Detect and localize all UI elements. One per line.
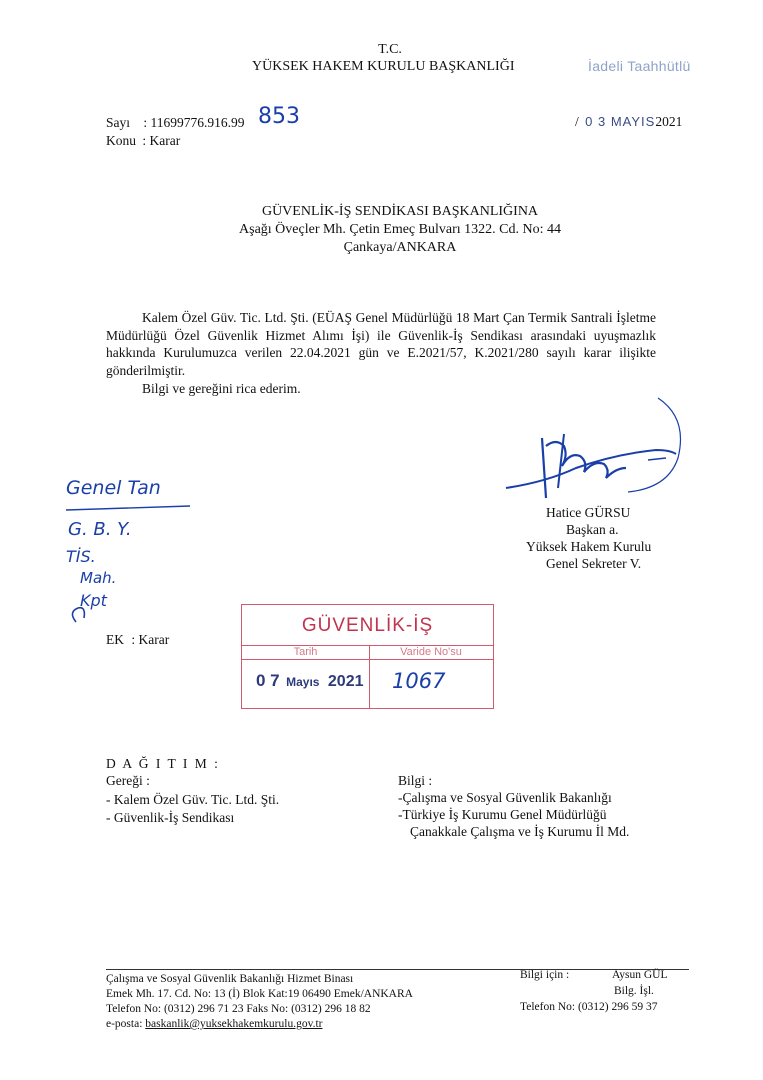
footer-email-row (106, 1018, 322, 1032)
distribution-bilgi-item-1: -Çalışma ve Sosyal Güvenlik Bakanlığı (398, 790, 612, 805)
distribution-gereg-item-1: - Kalem Özel Güv. Tic. Ltd. Şti. (106, 792, 280, 807)
signatory-title-3: Genel Sekreter V. (546, 556, 642, 571)
distribution-bilgi-item-3: Çanakkale Çalışma ve İş Kurumu İl Md. (410, 824, 630, 839)
sayi-label: Sayı (106, 115, 131, 130)
receipt-stamp-date-day: 0 7 (256, 671, 280, 690)
header-institution: YÜKSEK HAKEM KURULU BAŞKANLIĞI (252, 59, 515, 74)
body-paragraph-2: Bilgi ve gereğini rica ederim. (142, 381, 301, 396)
footer-phone-fax: Telefon No: (0312) 296 71 23 Faks No: (0312) 296 18 82 (106, 1003, 371, 1015)
receipt-stamp-date (256, 671, 364, 691)
footer-info-name: Aysun GÜL (612, 969, 668, 981)
konu-row (106, 132, 180, 149)
signatory-title-1: Başkan a. (566, 522, 619, 537)
header-tc: T.C. (378, 42, 402, 57)
handwritten-note-2: G. B. Y. (68, 519, 132, 540)
recipient-address-line1: Aşağı Öveçler Mh. Çetin Emeç Bulvarı 1322. Cd. No: 44 (239, 222, 561, 237)
receipt-stamp-date-year: 2021 (327, 673, 364, 690)
footer-address-line2: Emek Mh. 17. Cd. No: 13 (İ) Blok Kat:19 06490 Emek/ANKARA (106, 988, 413, 1000)
attachment-row (106, 631, 169, 648)
distribution-bilgi-label: Bilgi : (398, 773, 433, 788)
signatory-title-2: Yüksek Hakem Kurulu (526, 539, 652, 554)
footer-info-label: Bilgi için : (520, 969, 570, 981)
konu-value: : Karar (142, 133, 181, 148)
sayi-value: : 11699776.916.99 (143, 115, 245, 130)
sayi-handwritten-number: 853 (258, 104, 300, 129)
recipient-address-line2: Çankaya/ANKARA (343, 240, 457, 255)
attachment-value: : Karar (131, 632, 170, 647)
receipt-stamp-date-header: Tarih (293, 646, 318, 658)
footer-info-title: Bilg. İşl. (614, 985, 654, 997)
handwritten-note-3: TİS. (66, 547, 96, 566)
receipt-stamp-title: GÜVENLİK-İŞ (301, 615, 434, 636)
registered-mail-stamp: İadeli Taahhütlü (588, 58, 691, 74)
body-paragraph-1: Kalem Özel Güv. Tic. Ltd. Şti. (EÜAŞ Genel Müdürlüğü 18 Mart Çan Termik Santrali İşletme Müdürlüğü Özel Güvenlik Hizmet Alımı İşi) ile Güvenlik-İş Sendikası arasındaki uyuşmazlık hakkında Kurulumuzca verilen 22.04.2021 gün ve E.2021/57, K.2021/280 sayılı karar ilişikte gönderilmiştir. (106, 310, 656, 378)
distribution-gereg-label: Gereği : (106, 773, 150, 788)
distribution-heading: D A Ğ I T I M : (106, 756, 220, 771)
date-year: 2021 (655, 114, 683, 129)
signature-image (498, 388, 698, 503)
footer-divider (106, 969, 689, 970)
attachment-label: EK (106, 632, 124, 647)
footer-address-line1: Çalışma ve Sosyal Güvenlik Bakanlığı Hizmet Binası (106, 973, 354, 985)
footer-email-label: e-posta: (106, 1018, 143, 1030)
konu-label: Konu (106, 133, 136, 148)
sayi-row (106, 114, 245, 131)
receipt-stamp-date-month: Mayıs (286, 675, 320, 689)
handwritten-note-5: Kpt (80, 591, 107, 610)
distribution-bilgi-item-2: -Türkiye İş Kurumu Genel Müdürlüğü (398, 807, 607, 822)
date-prefix: / (575, 114, 579, 129)
footer-email-link[interactable]: baskanlik@yuksekhakemkurulu.gov.tr (145, 1018, 323, 1030)
receipt-stamp-number-header: Varide No'su (400, 646, 462, 658)
handwritten-note-1: Genel Tan (66, 477, 161, 499)
signatory-name: Hatice GÜRSU (546, 505, 631, 520)
handwritten-note-4: Mah. (80, 569, 117, 587)
date-row (575, 113, 682, 130)
receipt-stamp (241, 604, 494, 709)
recipient-name: GÜVENLİK-İŞ SENDİKASI BAŞKANLIĞINA (261, 204, 539, 219)
footer-info-phone: Telefon No: (0312) 296 59 37 (520, 1001, 658, 1013)
receipt-stamp-number: 1067 (392, 669, 446, 693)
receipt-stamp-divider-2 (242, 659, 493, 660)
distribution-gereg-item-2: - Güvenlik-İş Sendikası (106, 810, 235, 825)
date-stamp: 0 3 MAYIS (585, 114, 656, 129)
